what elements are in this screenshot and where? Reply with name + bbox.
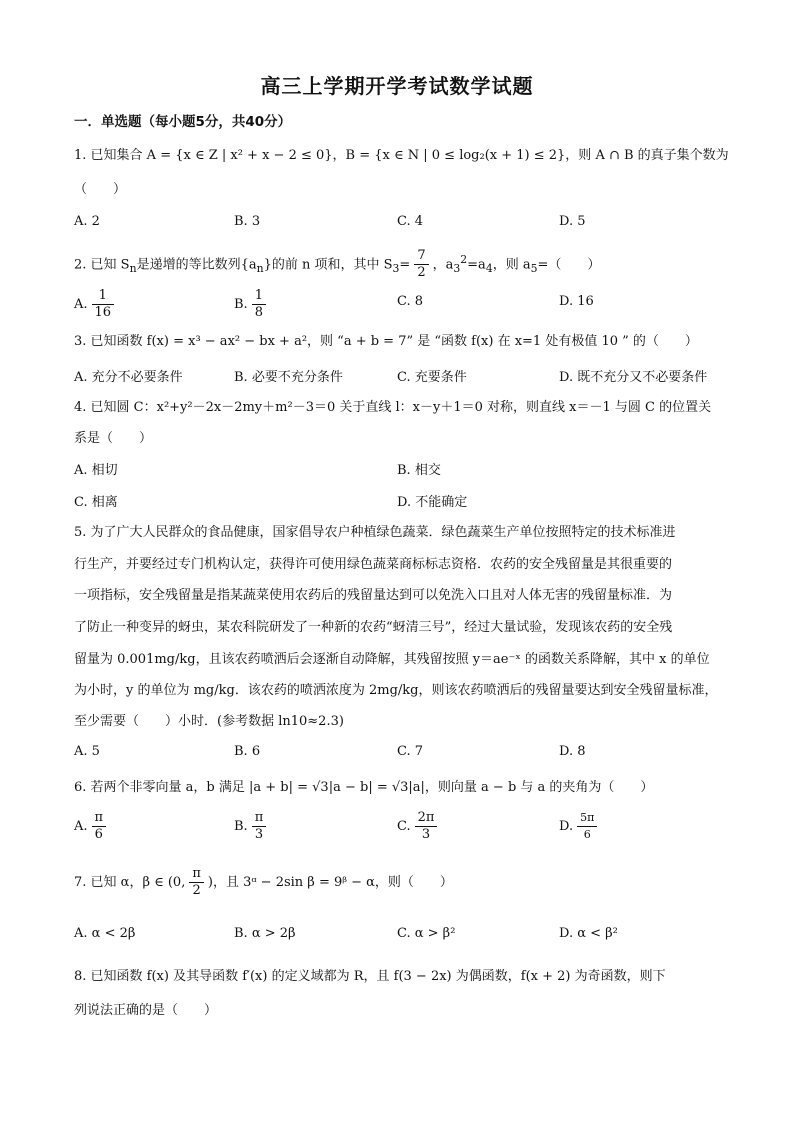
question-7-options <box>74 924 734 948</box>
question-8-line-1: 8. 已知函数 f(x) 及其导函数 f′(x) 的定义域都为 R，且 f(3 − 2x) 为偶函数，f(x + 2) 为奇函数，则下 <box>74 969 666 984</box>
option-b: B. $\frac{\pi}{3}$ <box>234 810 270 843</box>
question-7-text: 7. 已知 α，β ∈ (0, $\frac{\pi}{2}$ )，且 3ᵅ − 2sin β = 9ᵝ − α，则（ ） <box>74 866 453 898</box>
option-d: D. α < β² <box>559 926 618 941</box>
section-heading: 一．单选题（每小题5分，共40分） <box>74 114 292 130</box>
option-b: B. α > 2β <box>234 926 296 941</box>
option-a: A. $\frac{\pi}{6}$ <box>74 810 110 843</box>
question-3-text: 3. 已知函数 f(x) = x³ − ax² − bx + a²，则 “a + b = 7” 是 “函数 f(x) 在 x=1 处有极值 10 ” 的（ ） <box>74 334 698 349</box>
option-a: A. 2 <box>74 214 100 229</box>
option-c: C. 充要条件 <box>397 370 467 385</box>
question-5-line-3: 一项指标，安全残留量是指某蔬菜使用农药后的残留量达到可以免洗入口且对人体无害的残留量标准．为 <box>74 588 673 603</box>
question-4-line-2: 系是（ ） <box>74 431 153 446</box>
option-c: C. α > β² <box>397 926 456 941</box>
question-3-options <box>74 368 734 392</box>
option-a: A. 充分不必要条件 <box>74 370 183 385</box>
question-4-options-row-2 <box>74 493 734 517</box>
question-1-tail: （ ） <box>74 182 127 197</box>
option-d: D. 8 <box>559 744 586 759</box>
option-c: C. 8 <box>397 294 424 309</box>
option-d: D. 5 <box>559 214 586 229</box>
question-5-line-2: 行生产，并要经过专门机构认定，获得许可使用绿色蔬菜商标标志资格．农药的安全残留量是其很重要的 <box>74 557 673 572</box>
question-5-line-6: 为小时，y 的单位为 mg/kg．该农药的喷洒浓度为 2mg/kg，则该农药喷洒后的残留量要达到安全残留量标准， <box>74 683 718 698</box>
option-a: A. α < 2β <box>74 926 136 941</box>
option-b: B. $\frac{1}{8}$ <box>234 288 270 321</box>
question-2-options <box>74 282 734 322</box>
option-d: D. 16 <box>559 294 594 309</box>
question-5-options <box>74 742 734 766</box>
question-4-options-row-1 <box>74 461 734 485</box>
exam-title: 高三上学期开学考试数学试题 <box>260 74 534 98</box>
option-b: B. 6 <box>234 744 261 759</box>
option-d: D. $\frac{5\pi}{6}$ <box>559 810 601 843</box>
option-c: C. 相离 <box>74 495 118 510</box>
option-c: C. 7 <box>397 744 424 759</box>
option-d: D. 不能确定 <box>397 495 468 510</box>
option-c: C. $\frac{2\pi}{3}$ <box>397 810 441 843</box>
option-c: C. 4 <box>397 214 424 229</box>
option-b: B. 3 <box>234 214 261 229</box>
option-a: A. $\frac{1}{16}$ <box>74 288 118 321</box>
question-2-text: 2. 已知 $S_n$是递增的等比数列$\{a_n\}$的前 n 项和，其中 $S_3=$ $\frac{7}{2}$ ，$a_3^2=a_4$，则 $a_5=$（ ） <box>74 248 601 281</box>
question-5-line-7: 至少需要（ ）小时．(参考数据 ln10≈2.3) <box>74 714 344 729</box>
option-a: A. 5 <box>74 744 100 759</box>
question-1-options <box>74 212 734 236</box>
question-6-options <box>74 810 734 850</box>
question-1-text: 1. 已知集合 A = {x ∈ Z | x² + x − 2 ≤ 0}，B = {x ∈ N | 0 ≤ log₂(x + 1) ≤ 2}，则 A ∩ B 的真子集个数为 <box>74 148 729 163</box>
question-5-line-4: 了防止一种变异的蚜虫，某农科院研发了一种新的农药“蚜清三号”，经过大量试验，发现该农药的安全残 <box>74 620 673 635</box>
question-8-line-2: 列说法正确的是（ ） <box>74 1003 218 1018</box>
option-d: D. 既不充分又不必要条件 <box>559 370 708 385</box>
question-5-line-5: 留量为 0.001mg/kg，且该农药喷洒后会逐渐自动降解，其残留按照 y＝ae⁻ˣ 的函数关系降解，其中 x 的单位 <box>74 652 710 667</box>
question-5-line-1: 5. 为了广大人民群众的食品健康，国家倡导农户种植绿色蔬菜．绿色蔬菜生产单位按照特定的技术标准进 <box>74 525 676 540</box>
option-b: B. 必要不充分条件 <box>234 370 343 385</box>
option-a: A. 相切 <box>74 463 118 478</box>
option-b: B. 相交 <box>397 463 441 478</box>
question-4-line-1: 4. 已知圆 C：x²+y²－2x－2my＋m²－3＝0 关于直线 l：x－y＋1＝0 对称，则直线 x＝－1 与圆 C 的位置关 <box>74 400 712 415</box>
fraction: $\frac{7}{2}$ <box>414 248 428 281</box>
question-6-text: 6. 若两个非零向量 a，b 满足 |a + b| = √3|a − b| = √3|a|，则向量 a − b 与 a 的夹角为（ ） <box>74 780 654 795</box>
